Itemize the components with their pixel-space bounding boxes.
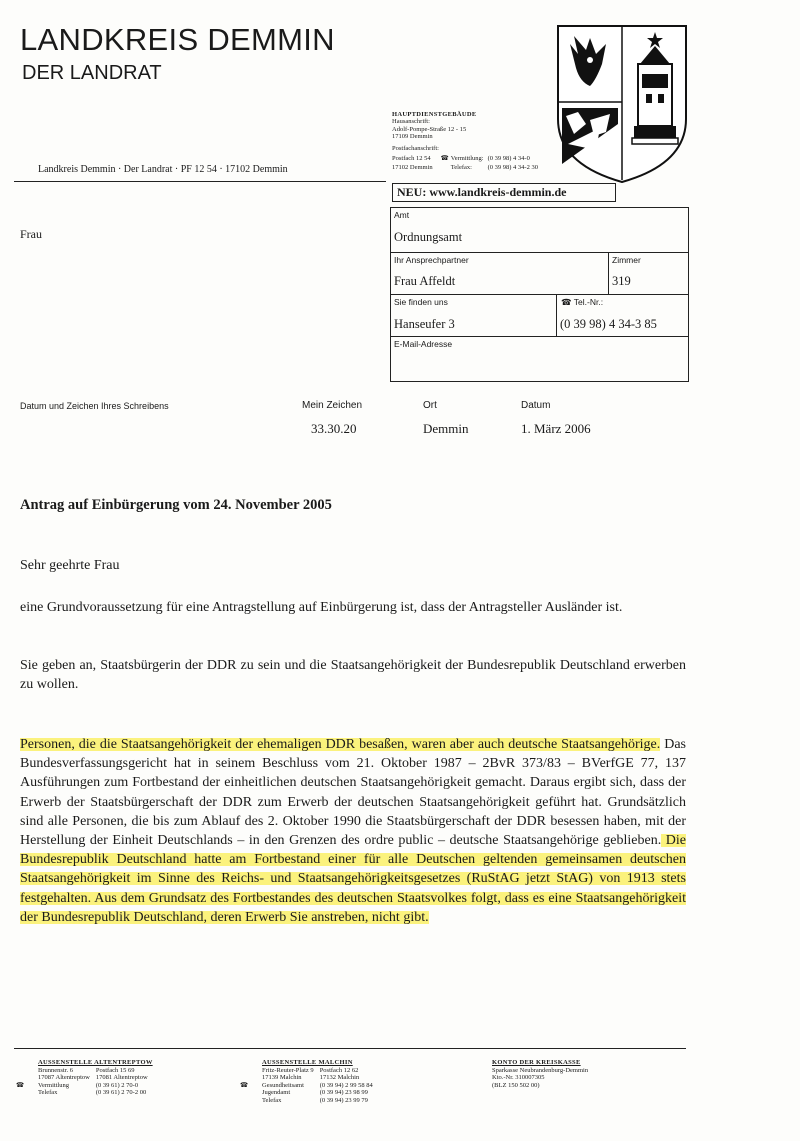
room-value: 319 — [612, 274, 631, 288]
account-number: 310007305 — [515, 1074, 545, 1082]
phone-cell — [557, 295, 688, 337]
authority-subtitle: DER LANDRAT — [22, 62, 162, 84]
switchboard-label: Vermittlung: — [450, 155, 484, 162]
paragraph-1: eine Grundvoraussetzung für eine Antragstellung auf Einbürgerung ist, dass der Antragsteller Ausländer ist. — [20, 600, 623, 615]
place-value: Demmin — [423, 421, 469, 436]
location-cell — [391, 295, 557, 337]
footer-branch-malchin — [240, 1059, 379, 1105]
branch2-health-label: Gesundheitsamt — [262, 1081, 304, 1089]
paragraph-3 — [20, 735, 686, 927]
headquarters-contact — [392, 154, 539, 173]
city: 17109 Demmin — [392, 133, 433, 141]
sender-divider — [14, 181, 386, 182]
branch2-youth: (0 39 94) 23 98 99 — [319, 1089, 368, 1097]
sender-line: Landkreis Demmin · Der Landrat · PF 12 54 · 17102 Demmin — [38, 164, 288, 175]
branch1-postbox: Postfach 15 69 — [95, 1066, 135, 1074]
contact-value: Frau Affeldt — [394, 274, 456, 288]
fax: (0 39 98) 4 34-2 30 — [487, 164, 538, 172]
fax-label: Telefax: — [450, 164, 472, 172]
footer-divider — [14, 1048, 686, 1049]
phone-icon: ☎ — [240, 1081, 249, 1089]
email-label: E-Mail-Adresse — [394, 339, 453, 349]
contact-info-box — [390, 207, 689, 382]
branch1-street: Brunnenstr. 6 — [38, 1066, 74, 1074]
branch2-youth-label: Jugendamt — [262, 1089, 291, 1097]
branch2-city: 17139 Malchin — [262, 1074, 302, 1082]
highlighted-sentence-2: Die Bundesrepublik Deutschland hatte am Fortbestand einer für alle Deutschen geltenden gemeinsamen deutschen Staatsangehörigkeit im Sinne des Reichs- und Staatsangehörigkeitsgesetzes (RuStAG jetzt StAG) von 1913 stets festgehalten. Aus dem Grundsatz des Fortbestandes des deutschen Staatsvolkes folgt, dass es eine Staatsangehörigkeit der Bundesrepublik Deutschland, deren Erwerb Sie anstreben, nicht gibt. — [20, 833, 686, 925]
location-value: Hanseufer 3 — [394, 317, 455, 331]
highlighted-sentence-1: Personen, die die Staatsangehörigkeit der ehemaligen DDR besaßen, waren aber auch deutsche Staatsangehörige. — [20, 737, 661, 752]
my-reference-label: Mein Zeichen — [302, 400, 363, 411]
branch1-postbox-city: 17081 Altentreptow — [95, 1074, 148, 1082]
branch2-fax-label: Telefax — [262, 1096, 282, 1104]
authority-title: LANDKREIS DEMMIN — [20, 22, 335, 57]
blz-label: (BLZ — [492, 1081, 507, 1089]
postbox-city: 17102 Demmin — [392, 164, 433, 172]
phone-icon: ☎ — [561, 297, 574, 307]
paragraph-3-body: Das Bundesverfassungsgericht hat in seinem Beschluss vom 21. Oktober 1987 – 2BvR 373/83 – BVerfGE 77, 137 Ausführungen zum Fortbestand der einheitlichen deutschen Staatsangehörigkeit gemacht. Daraus ergibt sich, dass der Erwerb der Staatsbürgerschaft der DDR zum Erwerb der deutschen Staatsangehörigkeit geführt hat. Grundsätzlich sind alle Personen, die bis zum Ablauf des 2. Oktober 1990 die Staatsbürgerschaft der DDR besessen haben, mit der Herstellung der Einheit Deutschlands – in den Grenzen des ordre public – deutsche Staatsangehörige geblieben. — [20, 737, 686, 849]
contact-cell — [391, 253, 609, 295]
switchboard: (0 39 98) 4 34-0 — [487, 155, 530, 162]
branch1-heading: AUSSENSTELLE ALTENTREPTOW — [38, 1059, 153, 1066]
headquarters-address — [392, 111, 477, 152]
footer-bank-account — [492, 1059, 588, 1089]
branch1-switchboard-label: Vermittlung — [38, 1081, 70, 1089]
contact-label: Ihr Ansprechpartner — [394, 255, 469, 265]
branch2-street: Fritz-Reuter-Platz 9 — [262, 1066, 314, 1074]
location-label: Sie finden uns — [394, 297, 448, 307]
branch1-city: 17087 Altentreptow — [38, 1074, 90, 1082]
bank-name: Sparkasse Neubrandenburg-Demmin — [492, 1066, 589, 1074]
email-cell — [391, 337, 688, 381]
branch1-fax: (0 39 61) 2 70-2 00 — [95, 1089, 147, 1097]
salutation: Sehr geehrte Frau — [20, 558, 120, 573]
room-label: Zimmer — [612, 255, 641, 265]
account-label: Kto.-Nr. — [492, 1074, 514, 1082]
bank-heading: KONTO DER KREISKASSE — [492, 1059, 581, 1066]
postbox: Postfach 12 54 — [392, 155, 431, 162]
letter-subject: Antrag auf Einbürgerung vom 24. November 2005 — [20, 497, 332, 513]
date-value: 1. März 2006 — [521, 421, 591, 436]
website-box: NEU: www.landkreis-demmin.de — [392, 183, 616, 202]
coat-of-arms-logo — [556, 24, 688, 184]
headquarters-heading: HAUPTDIENSTGEBÄUDE — [392, 111, 477, 118]
blz-number: 150 502 00) — [508, 1081, 540, 1089]
branch2-postbox: Postfach 12 62 — [319, 1066, 359, 1074]
branch2-postbox-city: 17132 Malchin — [319, 1074, 360, 1082]
room-cell — [609, 253, 688, 295]
paragraph-2: Sie geben an, Staatsbürgerin der DDR zu sein und die Staatsangehörigkeit der Bundesrepublik Deutschland erwerben zu wollen. — [20, 658, 686, 692]
postal-label: Postfachanschrift: — [392, 144, 439, 152]
branch1-fax-label: Telefax — [38, 1089, 58, 1097]
place-label: Ort — [423, 400, 437, 411]
branch2-fax: (0 39 94) 23 99 79 — [319, 1096, 368, 1104]
office-cell — [391, 208, 688, 253]
phone-icon: ☎ — [440, 155, 449, 162]
branch1-switchboard: (0 39 61) 2 70-0 — [95, 1081, 139, 1089]
footer-branch-altentreptow — [16, 1059, 154, 1097]
recipient-name: Frau — [20, 227, 42, 241]
date-label: Datum — [521, 400, 551, 411]
office-label: Amt — [394, 210, 410, 220]
my-reference-value: 33.30.20 — [311, 421, 357, 436]
address-label: Hausanschrift: — [392, 118, 430, 126]
phone-value: (0 39 98) 4 34-3 85 — [560, 317, 657, 331]
office-value: Ordnungsamt — [394, 230, 463, 244]
phone-label: Tel.-Nr.: — [573, 297, 604, 307]
branch2-heading: AUSSENSTELLE MALCHIN — [262, 1059, 353, 1066]
phone-icon: ☎ — [16, 1081, 25, 1089]
street: Adolf-Pompe-Straße 12 - 15 — [392, 125, 467, 133]
your-reference-label: Datum und Zeichen Ihres Schreibens — [20, 401, 169, 411]
branch2-health: (0 39 94) 2 99 58 84 — [319, 1081, 373, 1089]
